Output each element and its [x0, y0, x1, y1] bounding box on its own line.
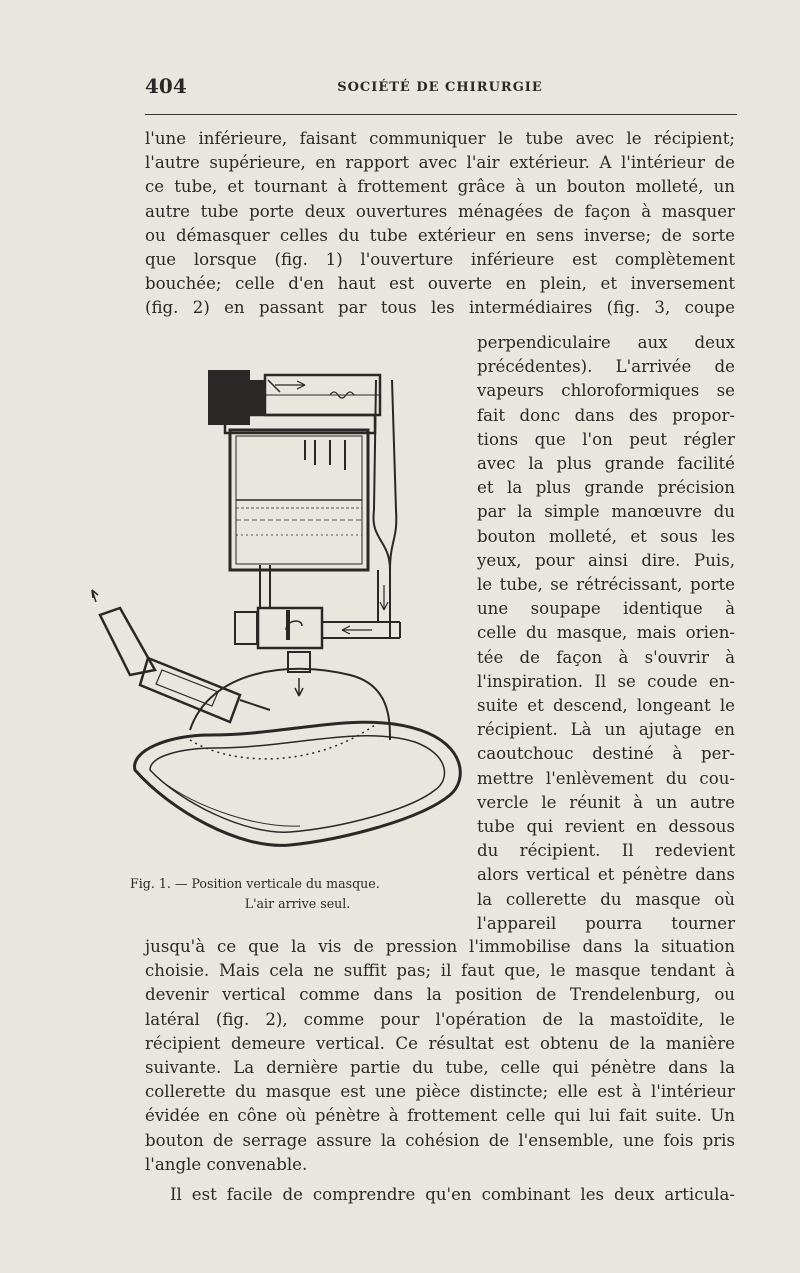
- caption-line-1: Fig. 1. — Position verticale du masque.: [130, 876, 380, 891]
- paragraph-next: [145, 1183, 735, 1207]
- apparatus-drawing: [90, 340, 470, 870]
- text-line: récipient demeure vertical. Ce résultat est obtenu de la manière: [145, 1033, 735, 1053]
- text-line: suivante. La dernière partie du tube, celle qui pénètre dans la: [145, 1058, 735, 1078]
- text-line: latéral (fig. 2), comme pour l'opération de la mastoïdite, le: [145, 1009, 735, 1029]
- text-line: l'appareil pourra tourner: [477, 913, 735, 933]
- text-line: précédentes). L'arrivée de: [477, 357, 735, 377]
- text-line: avec la plus grande facilité: [477, 454, 735, 474]
- text-line: celle du masque, mais orien-: [477, 623, 735, 643]
- text-line: l'angle convenable.: [145, 1154, 308, 1174]
- running-head: SOCIÉTÉ DE CHIRURGIE: [337, 80, 543, 95]
- page-number: 404: [145, 74, 187, 98]
- text-line: mettre l'enlèvement du cou-: [477, 768, 735, 788]
- figure-1-apparatus-illustration: [90, 340, 470, 870]
- text-line: ce tube, et tournant à frottement grâce à un bouton molleté, un: [145, 177, 735, 197]
- page-header: [145, 74, 735, 102]
- figure-caption: [130, 874, 465, 914]
- caption-line-2: L'air arrive seul.: [244, 896, 351, 911]
- text-line: tée de façon à s'ouvrir à: [477, 647, 735, 667]
- text-line: devenir vertical comme dans la position de Trendelenburg, ou: [145, 985, 735, 1005]
- text-line: jusqu'à ce que la vis de pression l'immobilise dans la situation: [145, 937, 735, 956]
- header-rule: [145, 114, 737, 115]
- text-line: vapeurs chloroformiques se: [477, 381, 735, 401]
- text-line: tions que l'on peut régler: [477, 429, 735, 449]
- milled-knob: [208, 370, 290, 640]
- text-line: l'une inférieure, faisant communiquer le tube avec le récipient;: [145, 129, 735, 148]
- text-line: vercle le réunit à un autre: [477, 792, 735, 812]
- text-line: choisie. Mais cela ne suffit pas; il faut que, le masque tendant à: [145, 961, 735, 981]
- text-line: et la plus grande précision: [477, 478, 735, 498]
- text-line: une soupape identique à: [477, 599, 735, 619]
- text-line: l'autre supérieure, en rapport avec l'air extérieur. A l'intérieur de: [145, 153, 735, 173]
- paragraph-bottom: [145, 935, 735, 1177]
- text-line: bouchée; celle d'en haut est ouverte en plein, et inversement: [145, 274, 735, 294]
- text-line: bouton de serrage assure la cohésion de l'ensemble, une fois pris: [145, 1130, 735, 1150]
- text-line: récipient. Là un ajutage en: [477, 720, 735, 740]
- text-line: perpendiculaire aux deux: [477, 333, 735, 352]
- text-line: par la simple manœuvre du: [477, 502, 735, 522]
- text-line: yeux, pour ainsi dire. Puis,: [477, 550, 735, 570]
- paragraph-right-column: [477, 331, 735, 936]
- text-line: autre tube porte deux ouvertures ménagées de façon à masquer: [145, 201, 735, 221]
- text-line: fait donc dans des propor-: [477, 405, 735, 425]
- text-line: l'inspiration. Il se coude en-: [477, 671, 735, 691]
- text-line: tube qui revient en dessous: [477, 817, 735, 837]
- text-line: évidée en cône où pénètre à frottement celle qui lui fait suite. Un: [145, 1106, 735, 1126]
- text-line: Il est facile de comprendre qu'en combinant les deux articula-: [170, 1185, 735, 1204]
- text-line: suite et descend, longeant le: [477, 696, 735, 716]
- paragraph-top: [145, 127, 735, 321]
- text-line: le tube, se rétrécissant, porte: [477, 575, 735, 595]
- text-line: la collerette du masque où: [477, 889, 735, 909]
- text-line: caoutchouc destiné à per-: [477, 744, 735, 764]
- text-line: ou démasquer celles du tube extérieur en sens inverse; de sorte: [145, 225, 735, 245]
- text-line: alors vertical et pénètre dans: [477, 865, 735, 885]
- text-line: que lorsque (fig. 1) l'ouverture inférieure est complètement: [145, 250, 735, 270]
- rubber-tube: [373, 380, 390, 570]
- text-line: du récipient. Il redevient: [477, 841, 735, 861]
- text-line: collerette du masque est une pièce distincte; elle est à l'intérieur: [145, 1082, 735, 1102]
- text-line: bouton molleté, et sous les: [477, 526, 735, 546]
- text-line: (fig. 2) en passant par tous les intermédiaires (fig. 3, coupe: [145, 298, 735, 318]
